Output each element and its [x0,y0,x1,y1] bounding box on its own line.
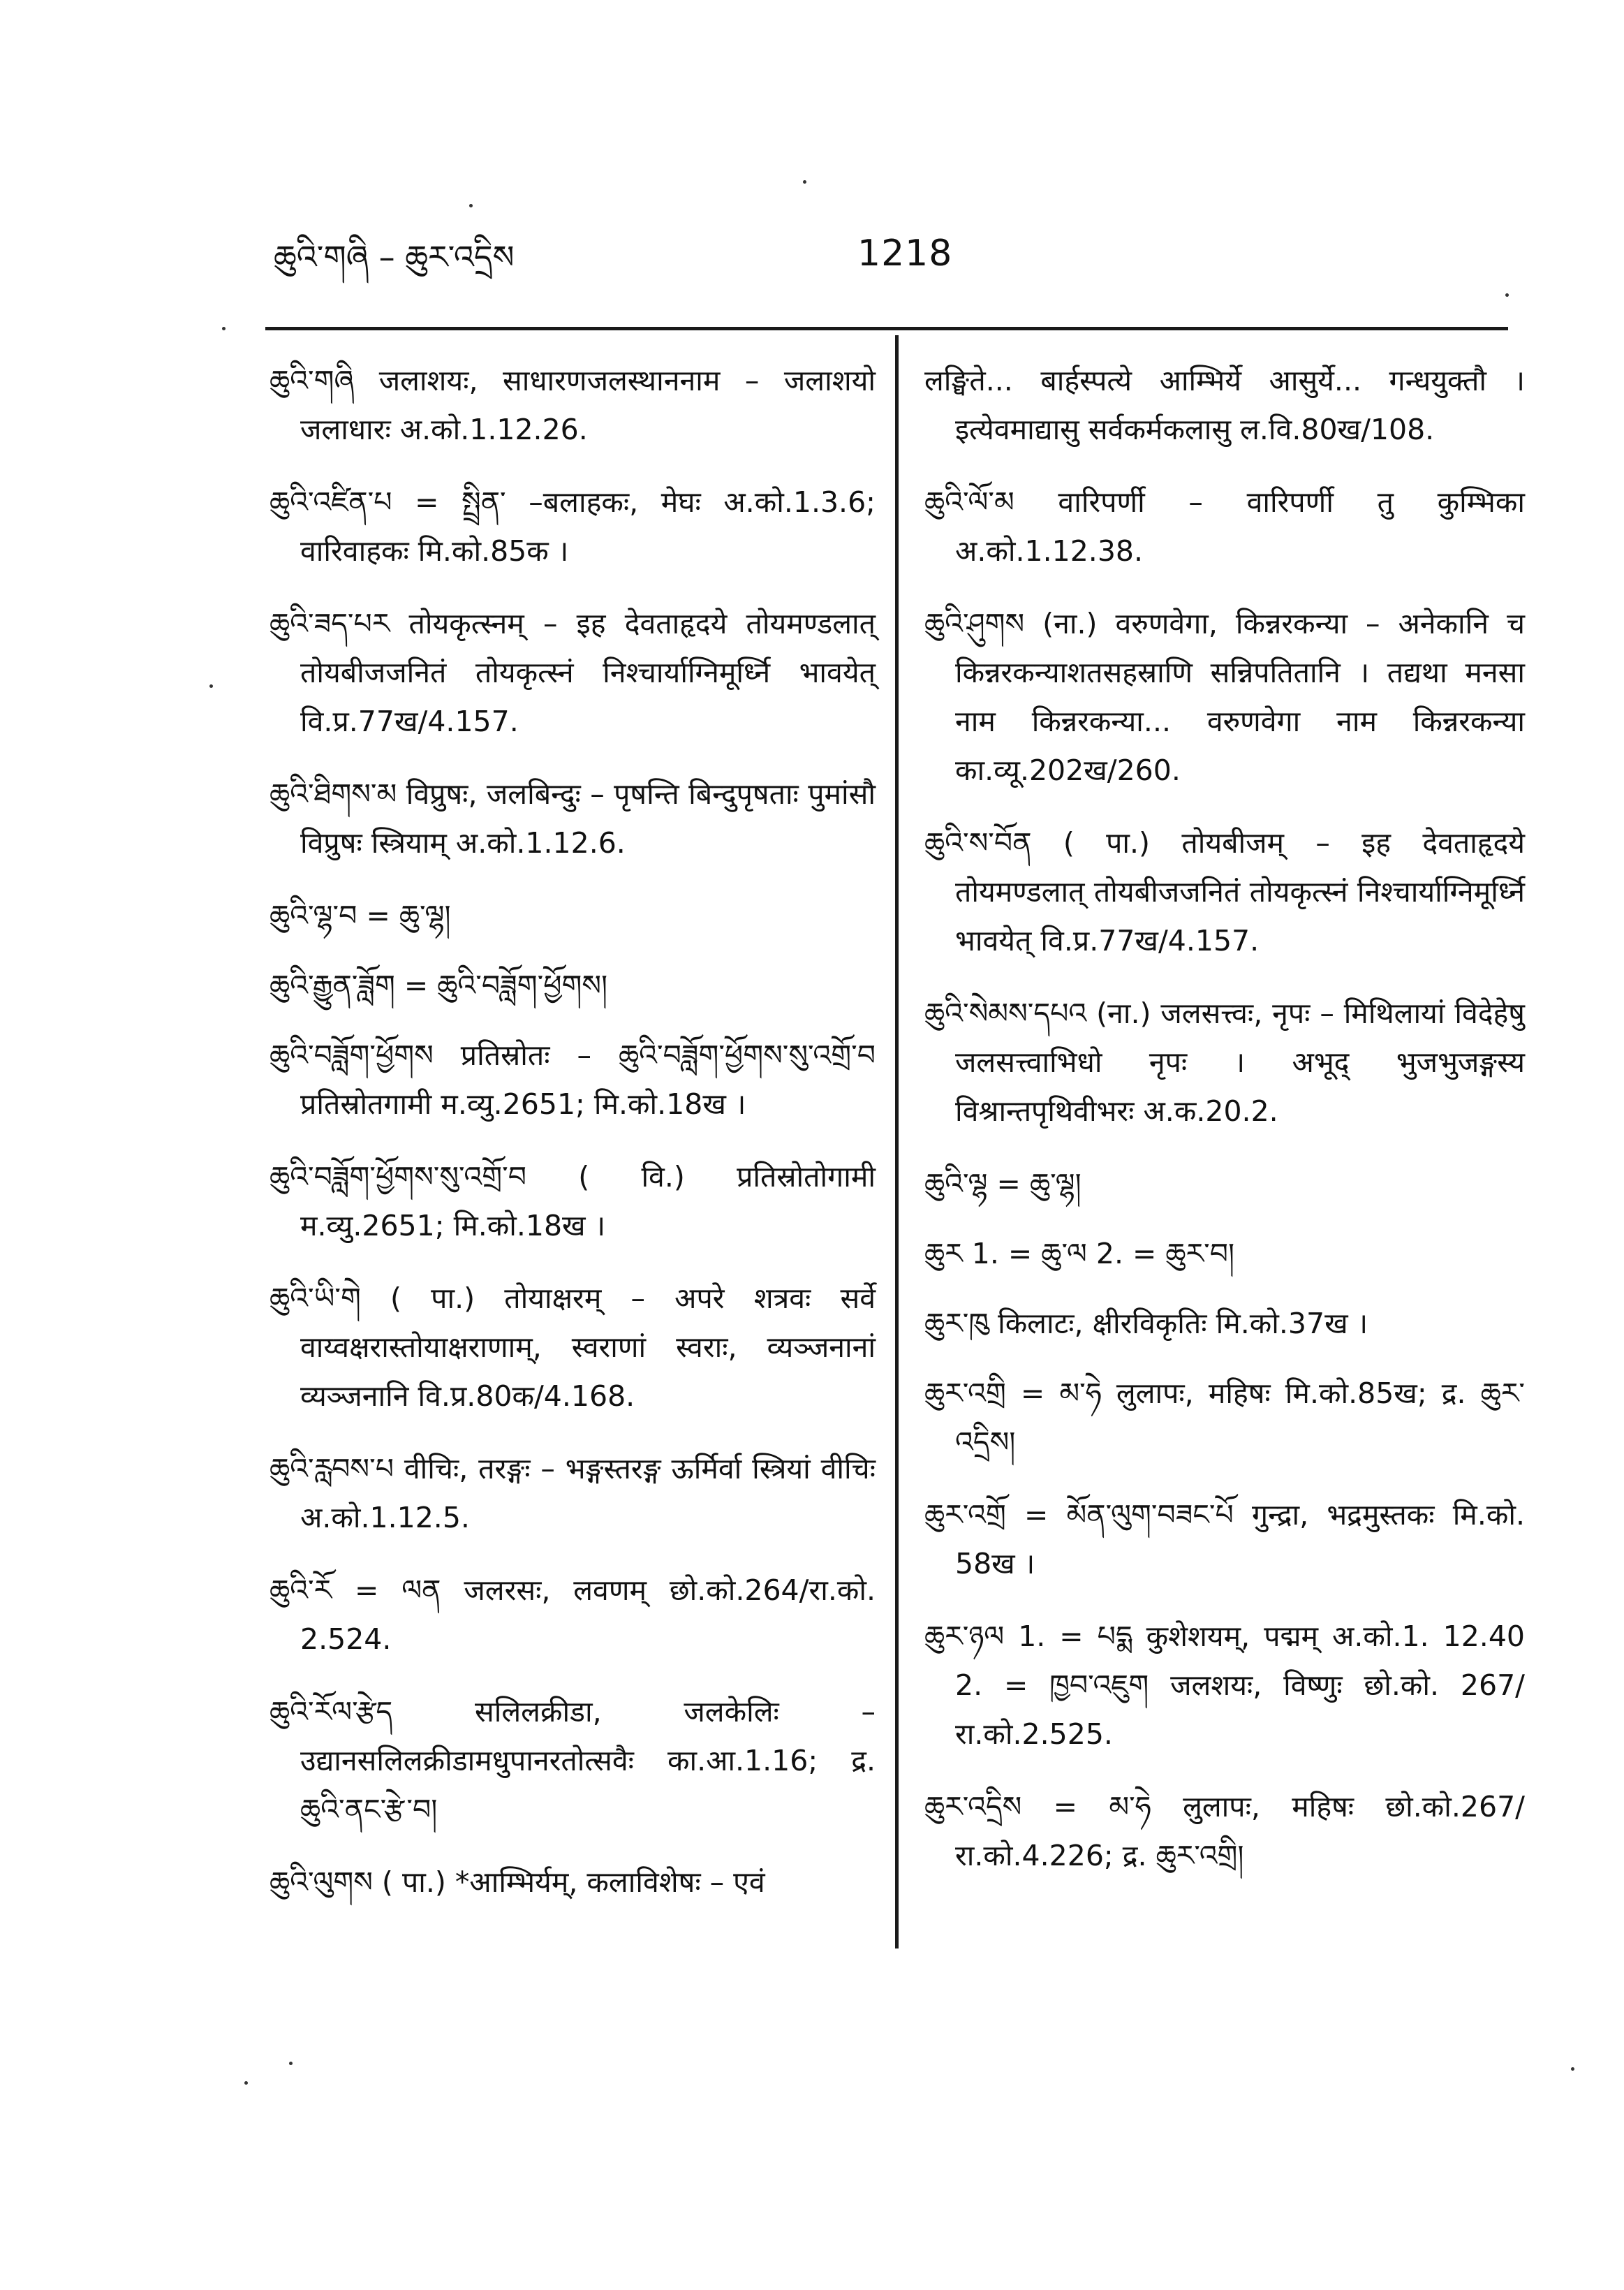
dictionary-entry: ཆུའི་བཟློག་ཕྱོགས प्रतिस्रोतः – ཆུའི་བཟློག་ཕྱོགས་སུ་འགྲོ་བ प्रतिस्रोतगामी म.व्यु.2651; मि.को.18ख । [270,1038,876,1121]
dictionary-entry: ཆུའི་རླབས་པ वीचिः, तरङ्गः – भङ्गस्तरङ्ग ऊर्मिर्वा स्त्रियां वीचिः अ.को.1.12.5. [270,1452,876,1534]
dictionary-entry: ཆུར་འགྲོ = མོན་ལུག་བཟང་པོ गुन्द्रा, भद्रमुस्तकः मि.को. 58ख । [924,1498,1525,1580]
dictionary-entry: ཆུའི་རོལ་རྩེད सलिलक्रीडा, जलकेलिः – उद्यानसलिलक्रीडामधुपानरतोत्सवैः का.आ.1.16; द्र. ཆུའི་ནང་རྩེ་བ། [270,1695,876,1826]
scan-speck [803,180,806,184]
dictionary-entry: ཆུའི་ལྷ་བ = ཆུ་ལྷ། [270,899,451,932]
dictionary-entry: ཆུའི་གཞི जलाशयः, साधारणजलस्थाननाम – जलाशयो जलाधारः अ.को.1.12.26. [270,364,876,446]
header-rule [265,327,1508,330]
dictionary-entry: ཆུའི་ཡི་གེ ( पा.) तोयाक्षरम् – अपरे शत्रवः सर्वे वाय्वक्षरास्तोयाक्षराणाम्, स्वराणां स्वराः, व्यञ्जनानां व्यञ्जनानि वि.प्र.80क/4.168. [270,1282,876,1413]
dictionary-entry: ཆུའི་བཟློག་ཕྱོགས་སུ་འགྲོ་བ ( वि.) प्रतिस्रोतोगामी म.व्यु.2651; मि.को.18ख । [270,1160,876,1242]
scan-speck [244,2081,248,2085]
dictionary-entry: ཆུར་འདྲིས = མ་ཧེ लुलापः, महिषः छो.को.267/ रा.को.4.226; द्र. ཆུར་འགྲི། [924,1790,1525,1872]
dictionary-entry: ཆུའི་ས་བོན ( पा.) तोयबीजम् – इह देवताहृदये तोयमण्डलात् तोयबीजजनितं तोयकृत्स्नं निश्चार्याग्निमूर्ध्नि भावयेत् वि.प्र.77ख/4.157. [924,826,1525,957]
dictionary-entry: ཆུར་ཉལ 1. = པདྨ कुशेशयम्, पद्मम् अ.को.1. 12.40 2. = ཁྱབ་འཇུག जलशयः, विष्णुः छो.को. 267/रा.को.2.525. [924,1620,1525,1751]
scan-speck [1505,293,1509,297]
dictionary-entry: ཆུའི་ཐིགས་མ विप्रुषः, जलबिन्दुः – पृषन्ति बिन्दुपृषताः पुमांसौ विप्रुषः स्त्रियाम् अ.को.1.12.6. [270,777,876,860]
dictionary-entry: लङ्घिते... बार्हस्पत्ये आम्भिर्ये आसुर्ये... गन्धयुक्तौ । इत्येवमाद्यासु सर्वकर्मकलासु ल.वि.80ख/108. [924,364,1525,446]
page-number: 1218 [857,233,953,274]
dictionary-entry: ཆུར 1. = ཆུ་ལ 2. = ཆུར་བ། [924,1237,1235,1270]
scan-speck [209,684,213,688]
dictionary-entry: ཆུར་འགྲི = མ་ཧེ लुलापः, महिषः मि.को.85ख; द्र. ཆུར་འདྲིས། [924,1377,1525,1459]
scan-speck [1571,2067,1574,2071]
column-divider [895,335,899,1948]
scan-speck [289,2062,293,2065]
dictionary-entry: ཆུར་ཁུ किलाटः, क्षीरविकृतिः मि.को.37ख । [924,1307,1368,1340]
dictionary-entry: ཆུའི་སེམས་དཔའ (ना.) जलसत्त्वः, नृपः – मिथिलायां विदेहेषु जलसत्त्वाभिधो नृपः । अभूद् भुजभुजङ्गस्य विश्रान्तपृथिवीभरः अ.क.20.2. [924,997,1525,1128]
dictionary-entry: ཆུའི་ཤུགས (ना.) वरुणवेगा, किन्नरकन्या – अनेकानि च किन्नरकन्याशतसहस्राणि सन्निपतितानि । तद्यथा मनसा नाम किन्नरकन्या... वरुणवेगा नाम किन्नरकन्या का.व्यू.202ख/260. [924,607,1525,787]
left-column [270,356,876,1930]
dictionary-entry: ཆུའི་འཛིན་པ = སྤྲིན་ –बलाहकः, मेघः अ.को.1.3.6; वारिवाहकः मि.को.85क । [270,485,876,568]
dictionary-entry: ཆུའི་རོ = ལན जलरसः, लवणम् छो.को.264/रा.को. 2.524. [270,1573,876,1656]
dictionary-entry: ཆུའི་ཟད་པར तोयकृत्स्नम् – इह देवताहृदये तोयमण्डलात् तोयबीजजनितं तोयकृत्स्नं निश्चार्याग्निमूर्ध्नि भावयेत् वि.प्र.77ख/4.157. [270,607,876,738]
scan-speck [222,327,226,330]
right-column [924,356,1525,1904]
dictionary-entry: ཆུའི་ལྷ = ཆུ་ལྷ། [924,1167,1082,1201]
dictionary-entry: ཆུའི་ལོ་མ वारिपर्णी – वारिपर्णी तु कुम्भिका अ.को.1.12.38. [924,485,1525,568]
dictionary-entry: ཆུའི་ལུགས ( पा.) *आम्भिर्यम्, कलाविशेषः – एवं [270,1865,765,1899]
scan-speck [469,204,473,207]
running-head: ཆུའི་གཞི – ཆུར་འདྲིས [274,238,515,276]
dictionary-entry: ཆུའི་རྒྱུན་ཟློག = ཆུའི་བཟློག་ཕྱོགས། [270,969,608,1002]
